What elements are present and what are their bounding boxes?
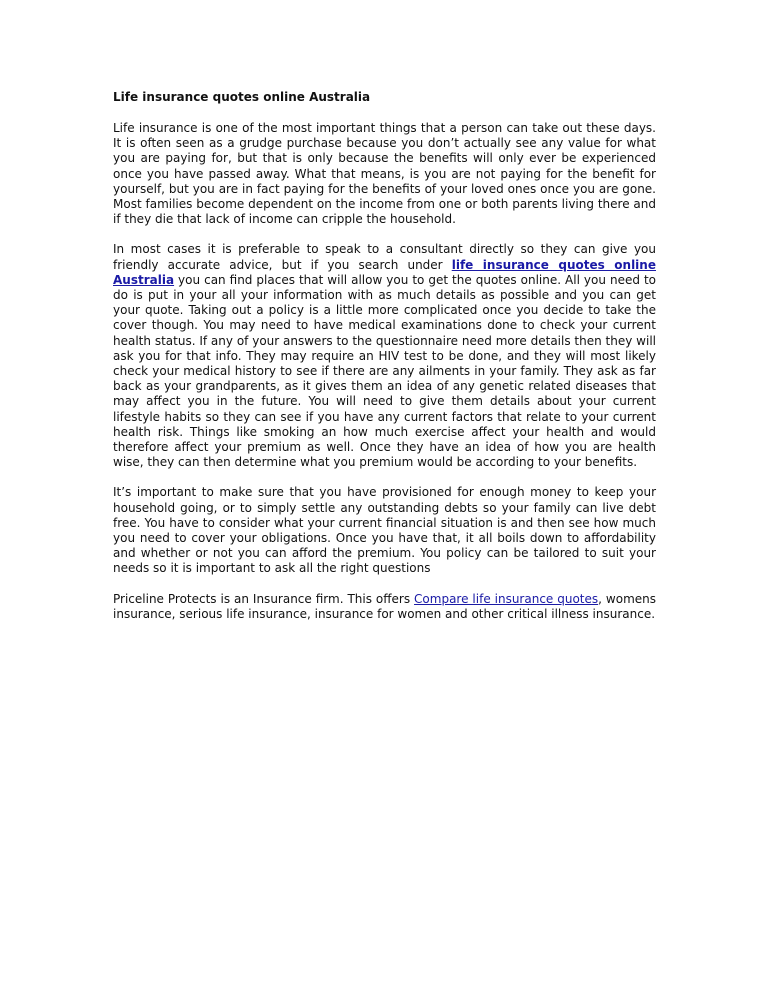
life-insurance-quotes-online-australia-link[interactable]: life insurance quotes online Australia bbox=[113, 257, 656, 287]
paragraph-2 bbox=[113, 242, 656, 470]
compare-life-insurance-quotes-link[interactable]: Compare life insurance quotes bbox=[414, 591, 599, 606]
paragraph-2-text-start: In most cases it is preferable to speak to a consultant directly so they can give you friendly accurate advice, but if you search under bbox=[113, 242, 656, 272]
paragraph-4-text-end: , womens insurance, serious life insurance, insurance for women and other critical illness insurance. bbox=[113, 591, 656, 621]
paragraph-3: It’s important to make sure that you have provisioned for enough money to keep your household going, or to simply settle any outstanding debts so your family can live debt free. You have to consider what your current financial situation is and then see how much you need to cover your obligations. Once you have that, it all boils down to affordability and whether or not you can afford the premium. You policy can be tailored to suit your needs so it is important to ask all the right questions bbox=[113, 485, 656, 576]
document-title: Life insurance quotes online Australia bbox=[113, 90, 371, 104]
paragraph-4-text-start: Priceline Protects is an Insurance firm. This offers bbox=[113, 591, 415, 606]
paragraph-1: Life insurance is one of the most important things that a person can take out these days. It is often seen as a grudge purchase because you don’t actually see any value for what you are paying for, but that is only because the benefits will only ever be experienced once you have passed away. What that means, is you are not paying for the benefit for yourself, but you are in fact paying for the benefits of your loved ones once you are gone. Most families become dependent on the income from one or both parents living there and if they die that lack of income can cripple the household. bbox=[113, 121, 656, 227]
document-page bbox=[113, 90, 656, 637]
paragraph-2-text-end: you can find places that will allow you to get the quotes online. All you need to do is put in your all your information with as much details as possible and you can get your quote. Taking out a policy is a little more complicated once you decide to take the cover though. You may need to have medical examinations done to check your current health status. If any of your answers to the questionnaire need more details then they will ask you for that info. They may require an HIV test to be done, and they will most likely check your medical history to see if there are any ailments in your family. They ask as far back as your grandparents, as it gives them an idea of any genetic related diseases that may affect you in the future. You will need to give them details about your current lifestyle habits so they can see if you have any current factors that relate to your current health risk. Things like smoking an how much exercise affect your health and would therefore affect your premium as well. Once they have an idea of how you are health wise, they can then determine what you premium would be according to your benefits. bbox=[113, 272, 656, 470]
paragraph-4 bbox=[113, 592, 656, 622]
